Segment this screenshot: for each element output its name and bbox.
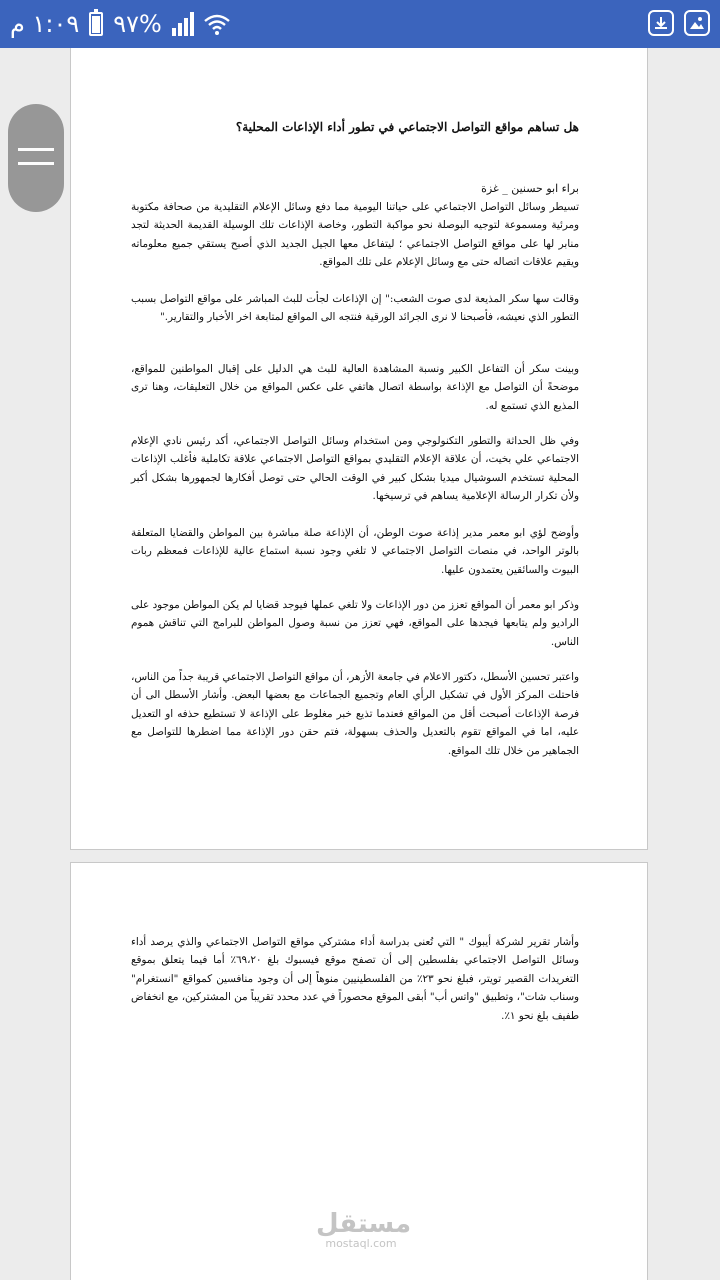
paragraph: واعتبر تحسين الأسطل، دكتور الاعلام في جامعة الأزهر، أن مواقع التواصل الاجتماعي قريبة جداً من الناس، فاحتلت المركز الأول في تشكيل الرأي العام وتجميع الجماعات مع بعضها البعض. وأشار الأسطل الى أن فرصة الإذاعات أصبحت أقل من المواقع فعندما تذيع خبر مغلوط على الإذاعة لا تستطيع حذفه او التعديل عليه، اما في المواقع تقوم بالتعديل والحذف بسهولة، فتم حقن دور الإذاعة مما اضطرها للتواصل مع الجماهير من خلال تلك المواقع. <box>131 671 579 757</box>
paragraph: وفي ظل الحداثة والتطور التكنولوجي ومن استخدام وسائل التواصل الاجتماعي، أكد رئيس نادي الإعلام الاجتماعي علي بخيت، أن علاقة الإعلام التقليدي بمواقع التواصل الاجتماعي علاقة تكاملية فأغلب الإذاعات المحلية تستخدم السوشيال ميديا بشكل كبير في الوقت الحالي حتى توصل أفكارها لجمهورها بشكل أكبر ولأن تكرار الرسالة الإعلامية يساهم في ترسيخها. <box>131 435 579 503</box>
signal-icon <box>172 12 194 36</box>
watermark-url: mostaql.com <box>325 1237 397 1250</box>
watermark <box>316 1209 412 1250</box>
status-bar-left <box>10 8 230 40</box>
signal-bar <box>178 23 182 36</box>
article-title: هل تساهم مواقع التواصل الاجتماعي في تطور أداء الإذاعات المحلية؟ <box>235 120 579 134</box>
signal-bar <box>172 28 176 36</box>
document-page-1 <box>70 48 648 850</box>
paragraph: وأوضح لؤي ابو معمر مدير إذاعة صوت الوطن، أن الإذاعة صلة مباشرة بين المواطن والقضايا المتعلقة بالوتر الواحد، في منصات التواصل الاجتماعي لا تلغي وجود نسبة استماع عالية للإذاعات فمعظم ربات البيوت والسائقين يعتمدون عليها. <box>131 527 579 576</box>
handle-line <box>18 162 54 165</box>
paragraph: وقالت سها سكر المذيعة لدى صوت الشعب:" إن الإذاعات لجأت للبث المباشر على مواقع التواصل بسبب التطور الذي نعيشه، فأصبحنا لا نرى الجرائد الورقية فنتجه الى المواقع لمتابعة اخر الأخبار والتقارير." <box>131 293 579 324</box>
handle-line <box>18 148 54 151</box>
article-author: براء ابو حسنين _ غزة <box>481 182 579 195</box>
signal-bar <box>190 12 194 36</box>
paragraph: وبينت سكر أن التفاعل الكبير ونسبة المشاهدة العالية للبث هي الدليل على إقبال المواطنين للمواقع، موضحةً أن التواصل مع الإذاعة بواسطة اتصال هاتفي على عكس المواقع من خلال التعليقات، وهنا ترى المذيع الذي تستمع له. <box>131 363 579 412</box>
status-bar-right <box>648 10 710 36</box>
wifi-icon <box>204 12 230 36</box>
download-box-icon[interactable] <box>648 10 674 36</box>
battery-icon <box>89 12 103 36</box>
image-icon[interactable] <box>684 10 710 36</box>
paragraph: وأشار تقرير لشركة أيبوك " التي تُعنى بدراسة أداء مشتركي مواقع التواصل الاجتماعي والذي يرصد أداء وسائل التواصل الاجتماعي بفلسطين إلى أن تصفح موقع فيسبوك بلغ ٦٩،٢٠٪ أما فيما يتعلق بموقع التغريدات القصير تويتر، فبلغ نحو ٢٣٪ من الفلسطينيين منوهاً إلى أن وجود منافسين كمواقع "انستغرام" وسناب شات"، وتطبيق "واتس أب" أبقى الموقع محصوراً في عدد محدد تقريباً من المشتركين، مع انخفاض طفيف بلغ نحو ١٪. <box>131 936 579 1022</box>
paragraph: تسيطر وسائل التواصل الاجتماعي على حياتنا اليومية مما دفع وسائل الإعلام التقليدية من صحافة مكتوبة ومرئية ومسموعة لتوجيه البوصلة نحو مواكبة التطور، وخاصة الإذاعات تلك الوسيلة القديمة الحديثة لتجد منابر لها على مواقع التواصل الاجتماعي ؛ ليتفاعل معها الجيل الجديد الذي أصبح يستقي جميع معلوماته ويقيم علاقات اتصاله حتى مع وسائل الإعلام على تلك المواقع. <box>131 201 579 269</box>
signal-bar <box>184 18 188 36</box>
paragraph: وذكر ابو معمر أن المواقع تعزز من دور الإذاعات ولا تلغي عملها فيوجد قضايا لم يكن المواطن موجود على الراديو ولم يتابعها فيجدها على المواقع، فهي تعزز من نسبة وصول المواطن للبرامج التي تناقش هموم الناس. <box>131 599 579 648</box>
watermark-logo: مستقل <box>316 1209 412 1239</box>
status-bar <box>0 0 720 48</box>
battery-percent: %٩٧ <box>113 10 162 38</box>
scroll-handle[interactable] <box>8 104 64 212</box>
clock-time: ١:٠٩ م <box>10 10 80 38</box>
